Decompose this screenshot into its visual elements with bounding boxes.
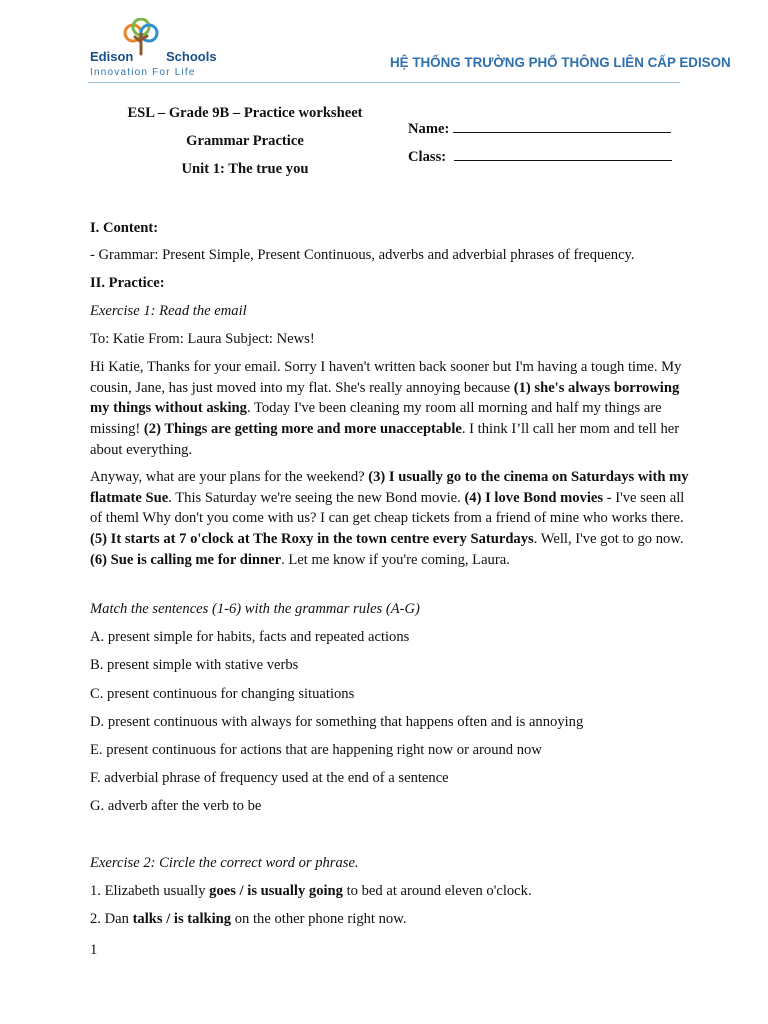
rule-c: C. present continuous for changing situations bbox=[90, 686, 355, 702]
email-p2-sentence-6: (6) Sue is calling me for dinner bbox=[90, 551, 282, 568]
class-blank-line[interactable] bbox=[454, 147, 672, 161]
logo-word-edison: Edison bbox=[90, 49, 134, 64]
edison-schools-logo bbox=[88, 18, 218, 82]
header-divider bbox=[88, 82, 680, 83]
exercise2-title: Exercise 2: Circle the correct word or phrase. bbox=[90, 855, 359, 871]
content-text: - Grammar: Present Simple, Present Continuous, adverbs and adverbial phrases of frequency. bbox=[90, 247, 635, 263]
email-p2-text-5: . Let me know if you're coming, Laura. bbox=[281, 551, 510, 568]
name-field[interactable] bbox=[408, 119, 671, 138]
rule-d: D. present continuous with always for something that happens often and is annoying bbox=[90, 714, 584, 730]
email-p1-text-3: . I think I’ll call her mom and tell her about everything. bbox=[90, 421, 680, 458]
rule-f: F. adverbial phrase of frequency used at the end of a sentence bbox=[90, 770, 449, 786]
item1-suffix: to bed at around eleven o'clock. bbox=[342, 883, 532, 899]
exercise2-item-2 bbox=[90, 909, 690, 930]
worksheet-unit: Unit 1: The true you bbox=[181, 161, 309, 177]
email-p2-sentence-3: (3) I usually go to the cinema on Saturdays with my flatmate Sue bbox=[90, 469, 689, 506]
exercise1-title: Exercise 1: Read the email bbox=[90, 303, 247, 319]
email-paragraph-1 bbox=[90, 357, 690, 461]
name-blank-line[interactable] bbox=[453, 119, 671, 133]
email-paragraph-2 bbox=[90, 467, 690, 571]
rule-b: B. present simple with stative verbs bbox=[90, 657, 299, 673]
email-p1-sentence-1: (1) she's always borrowing my things without asking bbox=[90, 379, 680, 417]
email-p2-text-2: . This Saturday we're seeing the new Bond movie. bbox=[168, 489, 465, 506]
item2-prefix: 2. Dan bbox=[90, 911, 133, 927]
page-number: 1 bbox=[90, 942, 98, 958]
worksheet-subtitle: Grammar Practice bbox=[186, 133, 304, 149]
name-label: Name: bbox=[408, 121, 450, 137]
item1-choice[interactable]: goes / is usually going bbox=[209, 883, 343, 899]
email-p1-text-2: . Today I've been cleaning my room all morning and half my things are missing! bbox=[90, 400, 662, 438]
exercise2-item-1 bbox=[90, 881, 690, 902]
item1-prefix: 1. Elizabeth usually bbox=[90, 883, 210, 899]
email-p2-sentence-5: (5) It starts at 7 o'clock at The Roxy in the town centre every Saturdays bbox=[90, 531, 534, 548]
email-p2-text-1: Anyway, what are your plans for the weekend? bbox=[90, 469, 369, 485]
practice-heading: II. Practice: bbox=[90, 275, 165, 291]
email-p2-text-3: - I've seen all of theml Why don't you come with us? I can get cheap tickets from a friend of mine who works there. bbox=[90, 489, 685, 527]
email-p1-text-1: Hi Katie, Thanks for your email. Sorry I haven't written back sooner but I'm having a tough time. My cousin, Jane, has just moved into my flat. She's really annoying because bbox=[90, 359, 682, 396]
email-p1-sentence-2: (2) Things are getting more and more unacceptable bbox=[143, 421, 462, 438]
item2-choice[interactable]: talks / is talking bbox=[132, 911, 232, 927]
item2-suffix: on the other phone right now. bbox=[231, 911, 407, 927]
rule-g: G. adverb after the verb to be bbox=[90, 798, 262, 814]
email-p2-text-4: . Well, I've got to go now. bbox=[533, 531, 684, 548]
logo-tagline: Innovation For Life bbox=[90, 67, 196, 78]
rule-e: E. present continuous for actions that are happening right now or around now bbox=[90, 742, 542, 758]
email-header: To: Katie From: Laura Subject: News! bbox=[90, 331, 315, 347]
logo-word-schools: Schools bbox=[166, 49, 217, 64]
school-system-name: HỆ THỐNG TRƯỜNG PHỔ THÔNG LIÊN CẤP EDISON bbox=[390, 55, 731, 70]
worksheet-title: ESL – Grade 9B – Practice worksheet bbox=[127, 105, 363, 121]
content-heading: I. Content: bbox=[90, 220, 159, 236]
match-instruction: Match the sentences (1-6) with the grammar rules (A-G) bbox=[90, 601, 420, 617]
class-label: Class: bbox=[408, 149, 447, 165]
rule-a: A. present simple for habits, facts and repeated actions bbox=[90, 629, 410, 645]
class-field[interactable] bbox=[408, 147, 672, 166]
email-p2-sentence-4: (4) I love Bond movies bbox=[464, 489, 604, 506]
